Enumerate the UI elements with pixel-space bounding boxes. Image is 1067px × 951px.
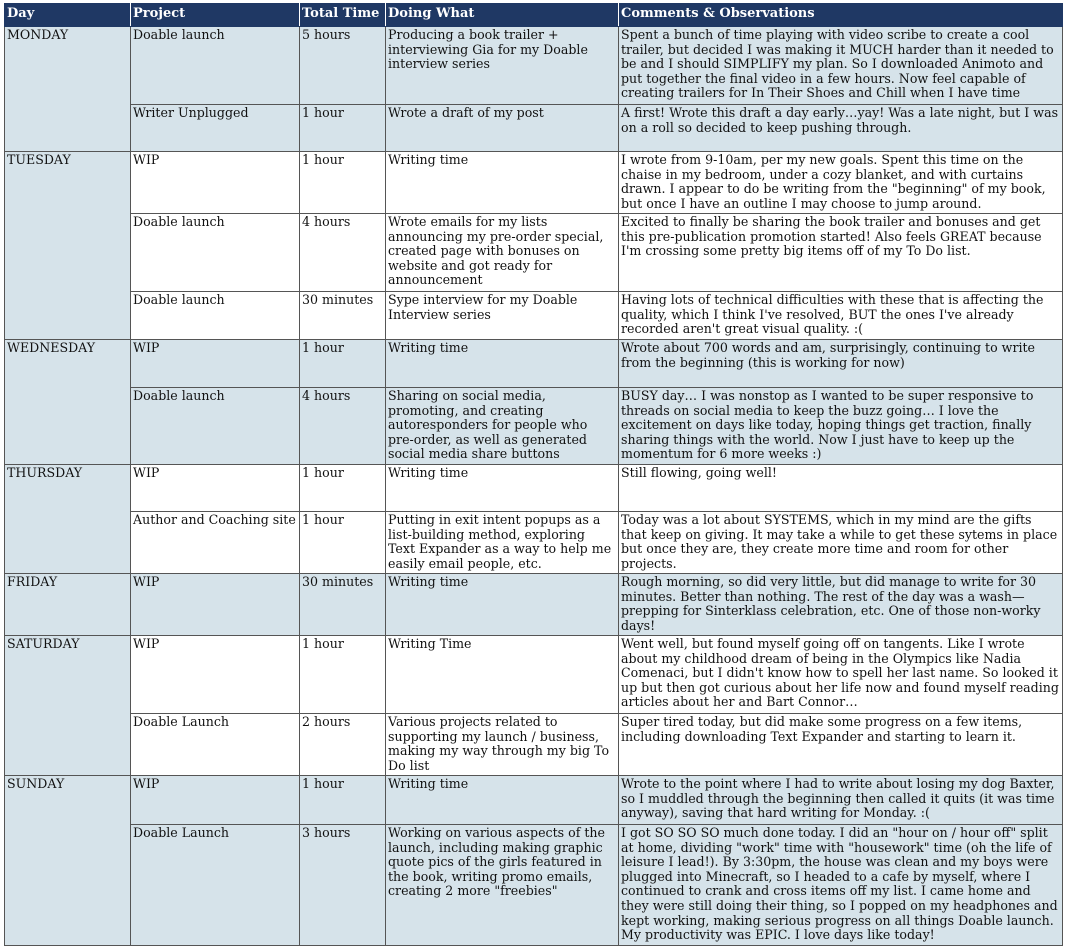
day-cell: FRIDAY [5, 574, 131, 636]
header-total-time: Total Time [300, 4, 386, 27]
day-cell: THURSDAY [5, 465, 131, 574]
table-row [5, 152, 1063, 214]
project-cell: Author and Coaching site [131, 512, 300, 574]
table-row [5, 214, 1063, 292]
project-cell: Doable Launch [131, 714, 300, 776]
doing-cell: Writing time [386, 574, 619, 636]
comments-cell: I got SO SO SO much done today. I did an "hour on / hour off" split at home, dividing "work" time with "housework" time (oh the life of leisure I lead!). By 3:30pm, the house was clean and my boys were plugged into Minecraft, so I headed to a cafe by myself, where I continued to crank and cross items off my list. I came home and they were still doing their thing, so I popped on my headphones and kept working, making serious progress on all things Doable launch. My productivity was EPIC. I love days like today! [619, 825, 1063, 946]
table-row [5, 27, 1063, 105]
comments-cell: Having lots of technical difficulties with these that is affecting the quality, which I think I've resolved, BUT the ones I've already recorded aren't great visual quality. :( [619, 292, 1063, 340]
doing-cell: Wrote a draft of my post [386, 105, 619, 152]
time-cell: 2 hours [300, 714, 386, 776]
doing-cell: Writing time [386, 152, 619, 214]
day-cell: SUNDAY [5, 776, 131, 946]
header-day: Day [5, 4, 131, 27]
time-cell: 3 hours [300, 825, 386, 946]
table-row [5, 714, 1063, 776]
project-cell: WIP [131, 574, 300, 636]
project-cell: Doable Launch [131, 825, 300, 946]
doing-cell: Working on various aspects of the launch, including making graphic quote pics of the girls featured in the book, writing promo emails, creating 2 more "freebies" [386, 825, 619, 946]
doing-cell: Various projects related to supporting my launch / business, making my way through my big To Do list [386, 714, 619, 776]
table-row [5, 636, 1063, 714]
table-row [5, 776, 1063, 825]
doing-cell: Writing time [386, 465, 619, 512]
project-cell: WIP [131, 465, 300, 512]
header-comments: Comments & Observations [619, 4, 1063, 27]
comments-cell: Rough morning, so did very little, but did manage to write for 30 minutes. Better than nothing. The rest of the day was a wash—prepping for Sinterklass celebration, etc. One of those non-worky days! [619, 574, 1063, 636]
comments-cell: Still flowing, going well! [619, 465, 1063, 512]
table-row [5, 825, 1063, 946]
project-cell: Doable launch [131, 292, 300, 340]
doing-cell: Writing time [386, 340, 619, 388]
comments-cell: Wrote about 700 words and am, surprisingly, continuing to write from the beginning (this is working for now) [619, 340, 1063, 388]
comments-cell: A first! Wrote this draft a day early…yay! Was a late night, but I was on a roll so decided to keep pushing through. [619, 105, 1063, 152]
doing-cell: Wrote emails for my lists announcing my pre-order special, created page with bonuses on website and got ready for announcement [386, 214, 619, 292]
weekly-log-table [4, 3, 1063, 946]
day-cell: TUESDAY [5, 152, 131, 340]
table-header-row [5, 4, 1063, 27]
header-doing-what: Doing What [386, 4, 619, 27]
project-cell: WIP [131, 340, 300, 388]
doing-cell: Sharing on social media, promoting, and creating autoresponders for people who pre-order, as well as generated social media share buttons [386, 388, 619, 465]
doing-cell: Sype interview for my Doable Interview series [386, 292, 619, 340]
time-cell: 1 hour [300, 340, 386, 388]
day-cell: WEDNESDAY [5, 340, 131, 465]
table-row [5, 512, 1063, 574]
header-project: Project [131, 4, 300, 27]
comments-cell: Excited to finally be sharing the book trailer and bonuses and get this pre-publication promotion started! Also feels GREAT because I'm crossing some pretty big items off of my To Do list. [619, 214, 1063, 292]
time-cell: 5 hours [300, 27, 386, 105]
time-cell: 4 hours [300, 388, 386, 465]
doing-cell: Putting in exit intent popups as a list-building method, exploring Text Expander as a way to help me easily email people, etc. [386, 512, 619, 574]
time-cell: 1 hour [300, 512, 386, 574]
time-cell: 30 minutes [300, 292, 386, 340]
time-cell: 1 hour [300, 105, 386, 152]
table-row [5, 465, 1063, 512]
project-cell: Doable launch [131, 388, 300, 465]
time-cell: 4 hours [300, 214, 386, 292]
doing-cell: Writing time [386, 776, 619, 825]
comments-cell: I wrote from 9-10am, per my new goals. Spent this time on the chaise in my bedroom, under a cozy blanket, and with curtains drawn. I appear to do be writing from the "beginning" of my book, but once I have an outline I may choose to jump around. [619, 152, 1063, 214]
day-cell: SATURDAY [5, 636, 131, 776]
table-row [5, 105, 1063, 152]
doing-cell: Writing Time [386, 636, 619, 714]
project-cell: WIP [131, 152, 300, 214]
day-cell: MONDAY [5, 27, 131, 152]
comments-cell: Today was a lot about SYSTEMS, which in my mind are the gifts that keep on giving. It may take a while to get these sytems in place but once they are, they create more time and room for other projects. [619, 512, 1063, 574]
table-row [5, 388, 1063, 465]
table-row [5, 340, 1063, 388]
time-cell: 1 hour [300, 636, 386, 714]
project-cell: Doable launch [131, 214, 300, 292]
comments-cell: Spent a bunch of time playing with video scribe to create a cool trailer, but decided I was making it MUCH harder than it needed to be and I should SIMPLIFY my plan. So I downloaded Animoto and put together the final video in a few hours. Now feel capable of creating trailers for In Their Shoes and Chill when I have time [619, 27, 1063, 105]
project-cell: WIP [131, 776, 300, 825]
time-cell: 1 hour [300, 776, 386, 825]
comments-cell: Super tired today, but did make some progress on a few items, including downloading Text Expander and starting to learn it. [619, 714, 1063, 776]
project-cell: Doable launch [131, 27, 300, 105]
table-row [5, 574, 1063, 636]
project-cell: Writer Unplugged [131, 105, 300, 152]
table-row [5, 292, 1063, 340]
time-cell: 1 hour [300, 465, 386, 512]
project-cell: WIP [131, 636, 300, 714]
comments-cell: Wrote to the point where I had to write about losing my dog Baxter, so I muddled through the beginning then called it quits (it was time anyway), saving that hard writing for Monday. :( [619, 776, 1063, 825]
time-cell: 1 hour [300, 152, 386, 214]
comments-cell: Went well, but found myself going off on tangents. Like I wrote about my childhood dream of being in the Olympics like Nadia Comenaci, but I didn't know how to spell her last name. So looked it up but then got curious about her life now and found myself reading articles about her and Bart Connor… [619, 636, 1063, 714]
time-cell: 30 minutes [300, 574, 386, 636]
comments-cell: BUSY day… I was nonstop as I wanted to be super responsive to threads on social media to keep the buzz going… I love the excitement on days like today, hoping things get traction, finally sharing things with the world. Now I just have to keep up the momentum for 6 more weeks :) [619, 388, 1063, 465]
doing-cell: Producing a book trailer + interviewing Gia for my Doable interview series [386, 27, 619, 105]
